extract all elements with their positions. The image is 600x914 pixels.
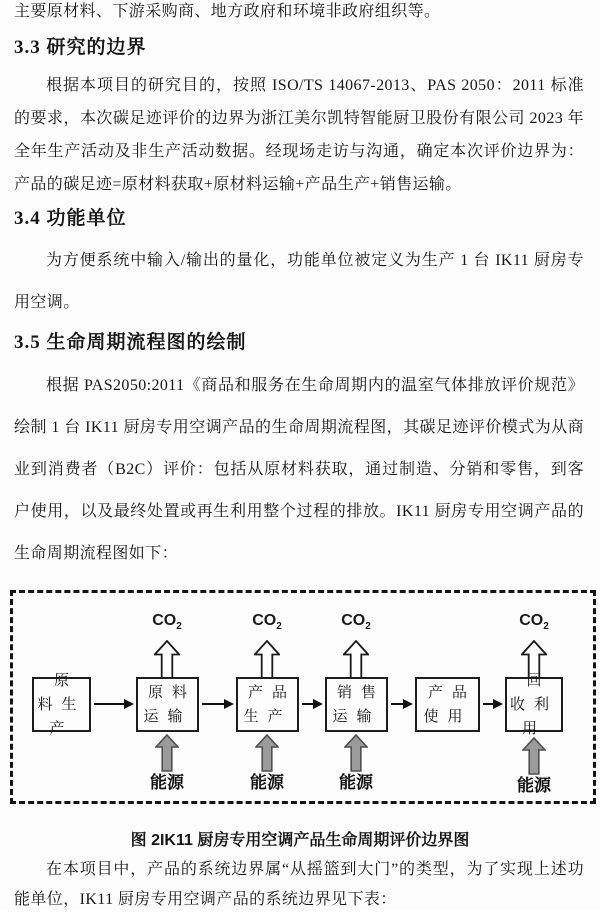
stage-label: 销售运输 [332, 684, 385, 725]
energy-input-group [232, 734, 302, 793]
energy-arrow-icon [344, 734, 368, 772]
energy-label: 能源 [150, 773, 184, 792]
system-boundary-diagram [10, 590, 596, 804]
stage-label: 回收利用 [509, 672, 558, 737]
stage-box-sales-transport [325, 677, 388, 732]
heading-3-5: 3.5 生命周期流程图的绘制 [14, 332, 247, 353]
flow-arrow-icon [302, 703, 321, 705]
energy-arrow-icon [155, 734, 179, 772]
co2-label: $CO_2$ [152, 612, 182, 633]
flow-arrow-icon [94, 703, 132, 705]
flow-arrow-icon [202, 703, 232, 705]
energy-input-group [321, 734, 391, 793]
co2-emission-group [237, 610, 297, 683]
stage-box-raw-material-production [32, 672, 91, 737]
stage-box-product-production [236, 677, 299, 732]
energy-input-group [132, 734, 202, 793]
energy-arrow-icon [522, 737, 546, 775]
co2-emission-group [137, 610, 197, 683]
energy-label: 能源 [339, 773, 373, 792]
co2-label: $CO_2$ [519, 612, 549, 633]
energy-label: 能源 [250, 773, 284, 792]
figure-caption: 图 2IK11 厨房专用空调产品生命周期评价边界图 [130, 832, 470, 849]
energy-input-group [499, 737, 569, 796]
co2-label: $CO_2$ [252, 612, 282, 633]
co2-label: $CO_2$ [341, 612, 371, 633]
paragraph-3-5: 根据 PAS2050:2011《商品和服务在生命周期内的温室气体排放评价规范》绘制 1 台 IK11 厨房专用空调产品的生命周期流程图，其碳足迹评价模式为从商业到消费者（B2C）评价：包括从原材料获取，通过制造、分销和零售，到客户使用，以及最终处置或再生利用整个过程的排放。IK11 厨房专用空调产品的生命周期流程图如下： [14, 377, 584, 562]
stage-label: 原料运输 [143, 684, 196, 725]
stage-box-recycling [505, 672, 563, 737]
stage-label: 产品生产 [243, 684, 296, 725]
flow-arrow-icon [483, 703, 501, 705]
paragraph-3-3: 根据本项目的研究目的，按照 ISO/TS 14067-2013、PAS 2050：2011 标准的要求，本次碳足迹评价的边界为浙江美尔凯特智能厨卫股份有限公司 2023 年全年生产活动及非生产活动数据。经现场走访与沟通，确定本次评价边界为：产品的碳足迹=原材料获取+原材料运输+产品生产+销售运输。 [14, 77, 584, 193]
stage-label: 产品使用 [423, 684, 476, 725]
heading-3-3: 3.3 研究的边界 [14, 37, 147, 58]
stage-box-product-use [415, 677, 480, 732]
heading-3-4: 3.4 功能单位 [14, 208, 127, 229]
stage-label: 原料生产 [37, 672, 86, 737]
paragraph-3-4: 为方便系统中输入/输出的量化，功能单位被定义为生产 1 台 IK11 厨房专用空调。 [14, 252, 584, 311]
intro-line: 主要原材料、下游采购商、地方政府和环境非政府组织等。 [14, 3, 441, 20]
co2-emission-group [326, 610, 386, 683]
energy-arrow-icon [255, 734, 279, 772]
stage-box-raw-material-transport [136, 677, 199, 732]
energy-label: 能源 [517, 776, 551, 795]
closing-paragraph: 在本项目中，产品的系统边界属“从摇篮到大门”的类型，为了实现上述功能单位，IK11 厨房专用空调产品的系统边界见下表： [14, 861, 584, 908]
flow-arrow-icon [391, 703, 411, 705]
